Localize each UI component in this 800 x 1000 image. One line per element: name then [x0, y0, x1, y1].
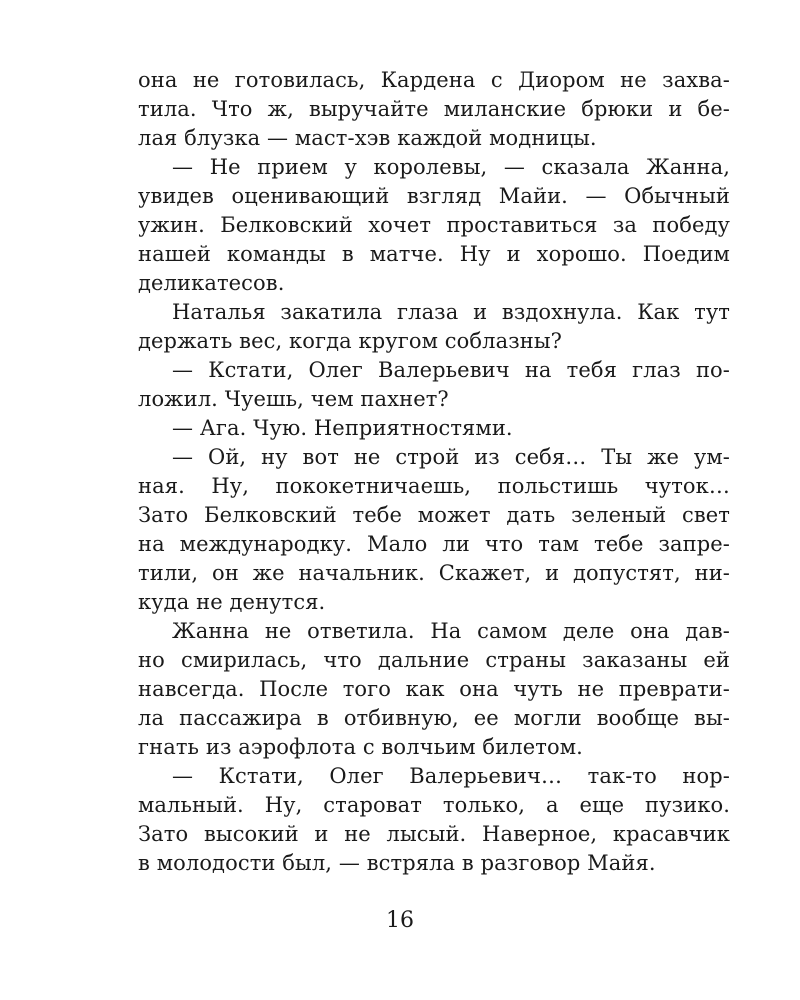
page-number: 16 [386, 908, 414, 933]
text-line: — Ой, ну вот не строй из себя… Ты же ум- [172, 445, 730, 469]
text-line: гнать из аэрофлота с волчьим билетом. [138, 735, 583, 759]
text-line: ная. Ну, пококетничаешь, польстишь чуток… [138, 474, 730, 498]
text-line: ужин. Белковский хочет проставиться за победу [138, 213, 730, 237]
text-line: Жанна не ответила. На самом деле она дав- [172, 619, 730, 643]
text-line: Наталья закатила глаза и вздохнула. Как тут [172, 300, 730, 324]
text-line: деликатесов. [138, 271, 285, 295]
text-line: — Ага. Чую. Неприятностями. [172, 416, 513, 440]
text-line: на международку. Мало ли что там тебе запре- [138, 532, 730, 556]
text-line: но смирилась, что дальние страны заказаны ей [138, 648, 730, 672]
text-line: Зато Белковский тебе может дать зеленый свет [138, 503, 730, 527]
text-line: ла пассажира в отбивную, ее могли вообще вы- [138, 706, 730, 730]
text-line: — Кстати, Олег Валерьевич на тебя глаз по- [172, 358, 730, 382]
body-text [138, 66, 730, 878]
text-line: лая блузка — маст-хэв каждой модницы. [138, 126, 597, 150]
text-line: нашей команды в матче. Ну и хорошо. Поедим [138, 242, 730, 266]
text-line: навсегда. После того как она чуть не преврати- [138, 677, 730, 701]
text-line: увидев оценивающий взгляд Майи. — Обычный [138, 184, 730, 208]
text-line: мальный. Ну, староват только, а еще пузико. [138, 793, 730, 817]
text-line: ложил. Чуешь, чем пахнет? [138, 387, 449, 411]
text-line: — Не прием у королевы, — сказала Жанна, [172, 155, 730, 179]
text-line: держать вес, когда кругом соблазны? [138, 329, 563, 353]
text-line: тили, он же начальник. Скажет, и допустят, ни- [138, 561, 730, 585]
text-line: — Кстати, Олег Валерьевич… так-то нор- [172, 764, 730, 788]
text-line: Зато высокий и не лысый. Наверное, красавчик [138, 822, 730, 846]
text-line: тила. Что ж, выручайте миланские брюки и бе- [138, 97, 730, 121]
text-line: в молодости был, — встряла в разговор Майя. [138, 851, 656, 875]
text-line: куда не денутся. [138, 590, 326, 614]
text-line: она не готовилась, Кардена с Диором не захва- [138, 68, 730, 92]
